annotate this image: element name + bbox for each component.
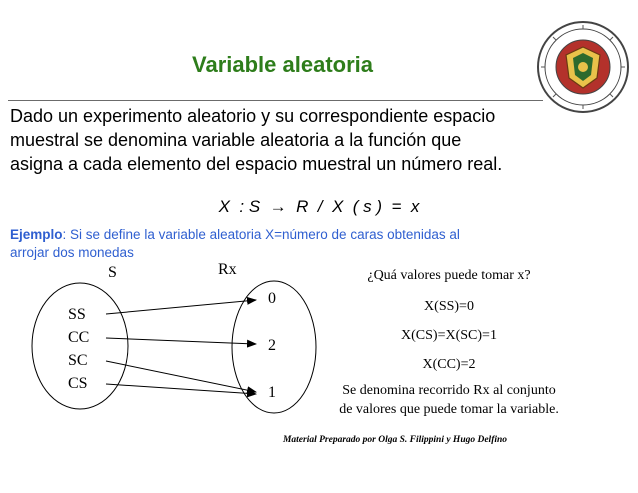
arrow-cs-1 (106, 384, 256, 394)
definition-line: asigna a cada elemento del espacio muestral un número real. (10, 154, 503, 174)
set-rx-label: Rx (218, 261, 237, 278)
s-element: SC (68, 352, 88, 369)
rx-element: 1 (268, 384, 276, 401)
answer-cs-sc: X(CS)=X(SC)=1 (401, 328, 497, 343)
example-label: Ejemplo (10, 227, 63, 242)
example-text: : Si se define la variable aleatoria X=número de caras obtenidas al (62, 227, 460, 242)
credits-footer: Material Preparado por Olga S. Filippini y Hugo Delfino (282, 435, 508, 445)
rx-element: 2 (268, 337, 276, 354)
example-text-cont: arrojar dos monedas (10, 245, 134, 260)
question-text: ¿Quá valores puede tomar x? (367, 268, 531, 283)
s-element: CS (68, 375, 88, 392)
s-elements-list (68, 303, 89, 395)
answer-ss: X(SS)=0 (424, 299, 474, 314)
range-note-line: Se denomina recorrido Rx al conjunto (342, 383, 556, 398)
definition-line: muestral se denomina variable aleatoria a la función que (10, 130, 462, 150)
page-title: Variable aleatoria (192, 52, 373, 77)
s-element: SS (68, 306, 86, 323)
definition-line: Dado un experimento aleatorio y su correspondiente espacio (10, 106, 496, 126)
answer-cc: X(CC)=2 (422, 357, 476, 372)
set-s-label: S (108, 264, 117, 281)
s-element: CC (68, 329, 90, 346)
arrow-cc-2 (106, 338, 256, 344)
arrow-ss-0 (106, 300, 256, 314)
definition-formula: X : S → R / X ( s ) = x (218, 197, 420, 216)
rx-element: 0 (268, 290, 276, 307)
range-note-line: de valores que puede tomar la variable. (339, 402, 559, 417)
